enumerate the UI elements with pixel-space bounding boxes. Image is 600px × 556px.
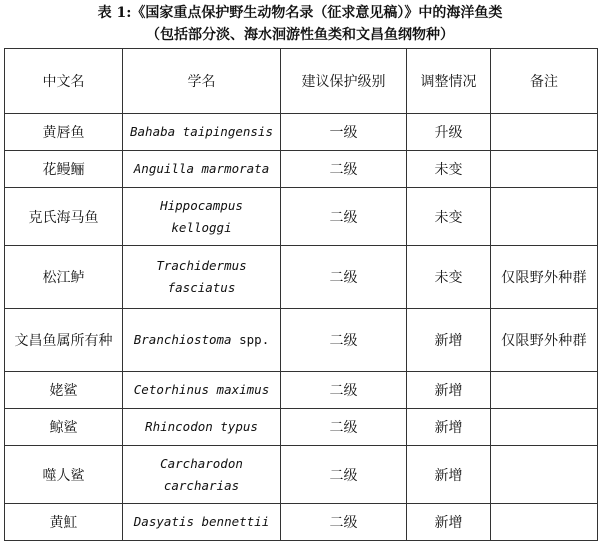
cell-adjustment: 新增 <box>407 409 491 446</box>
cell-scientific-name <box>123 188 281 246</box>
table-row <box>5 309 598 372</box>
header-protection-level: 建议保护级别 <box>281 49 407 114</box>
header-chinese-name: 中文名 <box>5 49 123 114</box>
cell-protection-level: 二级 <box>281 309 407 372</box>
scientific-name-text: Anguilla marmorata <box>133 161 270 176</box>
caption-title: 表 1:《国家重点保护野生动物名录（征求意见稿）》中的海洋鱼类 <box>97 5 503 21</box>
cell-note: 仅限野外种群 <box>491 246 598 309</box>
cell-chinese-name: 姥鲨 <box>5 372 123 409</box>
table-row <box>5 372 598 409</box>
header-row <box>5 49 598 114</box>
cell-chinese-name: 克氏海马鱼 <box>5 188 123 246</box>
cell-adjustment: 未变 <box>407 151 491 188</box>
table-row <box>5 151 598 188</box>
table-row <box>5 114 598 151</box>
table-row <box>5 409 598 446</box>
cell-note <box>491 446 598 504</box>
table-row <box>5 504 598 541</box>
cell-adjustment: 新增 <box>407 446 491 504</box>
header-note: 备注 <box>491 49 598 114</box>
species-table <box>4 48 598 541</box>
cell-scientific-name <box>123 504 281 541</box>
cell-chinese-name: 花鳗鲡 <box>5 151 123 188</box>
scientific-name-text: Branchiostoma <box>133 332 232 347</box>
cell-note <box>491 504 598 541</box>
cell-note <box>491 188 598 246</box>
cell-adjustment: 升级 <box>407 114 491 151</box>
cell-protection-level: 二级 <box>281 409 407 446</box>
scientific-name-text: Dasyatis bennettii <box>133 514 270 529</box>
table-caption <box>0 0 600 46</box>
cell-protection-level: 二级 <box>281 188 407 246</box>
cell-adjustment: 未变 <box>407 246 491 309</box>
cell-note: 仅限野外种群 <box>491 309 598 372</box>
cell-note <box>491 409 598 446</box>
table-row <box>5 188 598 246</box>
cell-scientific-name <box>123 151 281 188</box>
cell-protection-level: 二级 <box>281 246 407 309</box>
scientific-name-text: Rhincodon typus <box>145 419 258 434</box>
table-row <box>5 446 598 504</box>
cell-chinese-name: 黄唇鱼 <box>5 114 123 151</box>
cell-note <box>491 114 598 151</box>
cell-chinese-name: 噬人鲨 <box>5 446 123 504</box>
cell-scientific-name <box>123 114 281 151</box>
cell-adjustment: 新增 <box>407 372 491 409</box>
cell-scientific-name <box>123 372 281 409</box>
scientific-name-text: Hippocampus kelloggi <box>160 197 243 235</box>
cell-note <box>491 151 598 188</box>
cell-protection-level: 二级 <box>281 151 407 188</box>
cell-adjustment: 新增 <box>407 504 491 541</box>
cell-scientific-name <box>123 409 281 446</box>
cell-chinese-name: 松江鲈 <box>5 246 123 309</box>
cell-protection-level: 一级 <box>281 114 407 151</box>
cell-scientific-name <box>123 246 281 309</box>
scientific-name-text: Carcharodon carcharias <box>160 455 243 493</box>
cell-protection-level: 二级 <box>281 504 407 541</box>
cell-scientific-name <box>123 309 281 372</box>
cell-chinese-name: 文昌鱼属所有种 <box>5 309 123 372</box>
cell-protection-level: 二级 <box>281 446 407 504</box>
cell-protection-level: 二级 <box>281 372 407 409</box>
scientific-name-suffix: spp. <box>231 332 270 347</box>
cell-note <box>491 372 598 409</box>
scientific-name-text: Cetorhinus maximus <box>133 382 270 397</box>
cell-chinese-name: 黄魟 <box>5 504 123 541</box>
table-row <box>5 246 598 309</box>
header-scientific-name: 学名 <box>123 49 281 114</box>
caption-subtitle: （包括部分淡、海水洄游性鱼类和文昌鱼纲物种） <box>146 27 454 43</box>
cell-adjustment: 未变 <box>407 188 491 246</box>
scientific-name-text: Trachidermus fasciatus <box>156 258 247 295</box>
header-adjustment: 调整情况 <box>407 49 491 114</box>
cell-adjustment: 新增 <box>407 309 491 372</box>
cell-scientific-name <box>123 446 281 504</box>
scientific-name-text: Bahaba taipingensis <box>130 124 273 139</box>
cell-chinese-name: 鲸鲨 <box>5 409 123 446</box>
